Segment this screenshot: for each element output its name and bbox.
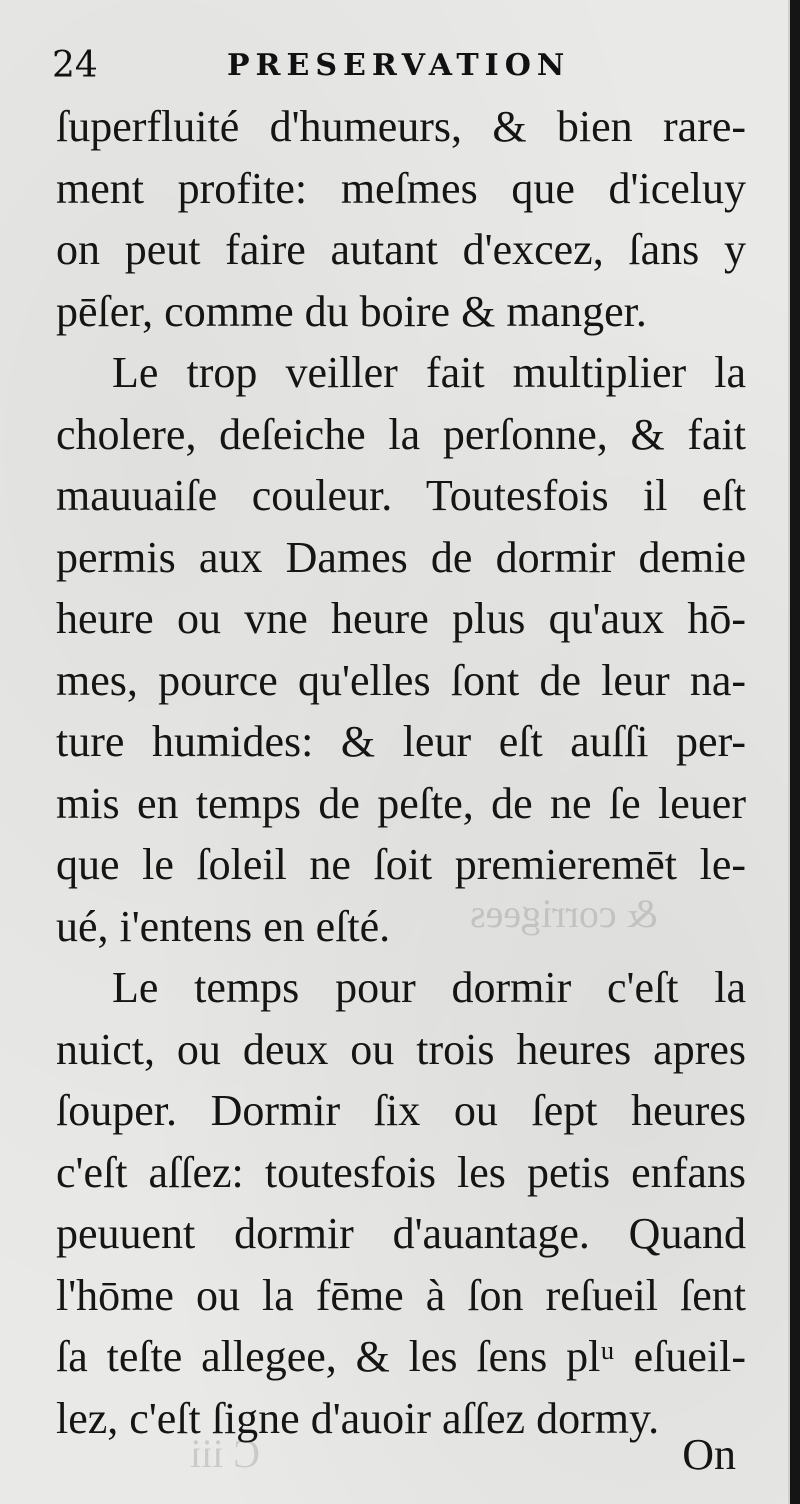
paragraph-start-line: Le trop veiller fait multiplier la (112, 348, 746, 397)
text-line: nuict, ou deux ou trois heures apres (56, 1024, 746, 1074)
body-text (56, 96, 746, 1449)
catchword: On (682, 1430, 736, 1479)
text-line: ſouper. Dormir ſix ou ſept heures (56, 1086, 746, 1135)
text-line: ſuperfluité d'humeurs, & bien rare- (56, 102, 746, 151)
text-line: peuuent dormir d'auantage. Quand (56, 1209, 746, 1258)
page-header (52, 40, 752, 92)
text-line: ué, i'entens en eſté. (56, 901, 391, 951)
text-line: ture humides: & leur eſt auſſi per- (56, 717, 746, 766)
text-line: que le ſoleil ne ſoit premieremēt le- (56, 840, 746, 889)
text-line: lez, c'eſt ſigne d'auoir aſſez dormy. (56, 1393, 660, 1443)
text-line: c'eſt aſſez: toutesfois les petis enfans (56, 1147, 746, 1197)
text-line: cholere, deſeiche la perſonne, & fait (56, 409, 746, 459)
page-number: 24 (52, 45, 98, 86)
running-title: PRESERVATION (227, 48, 571, 83)
text-line: mis en temps de peſte, de ne ſe leuer (56, 778, 746, 828)
show-through-text: C iii (190, 1431, 261, 1476)
text-line: on peut faire autant d'excez, ſans y (56, 225, 746, 274)
text-line: mauuaiſe couleur. Toutesfois il eſt (56, 471, 746, 520)
paragraph-start-line: Le temps pour dormir c'eſt la (112, 963, 746, 1012)
text-line: heure ou vne heure plus qu'aux hō- (56, 594, 746, 643)
text-line: ſa teſte allegee, & les ſens plᵘ eſueil- (56, 1332, 746, 1381)
show-through-text: & corrigees (470, 891, 658, 936)
text-line: l'hōme ou la fēme à ſon reſueil ſent (56, 1270, 746, 1320)
text-line: permis aux Dames de dormir demie (56, 532, 746, 582)
text-line: ment profite: meſmes que d'iceluy (56, 163, 746, 213)
page-edge-shadow (790, 0, 800, 1504)
text-line: pēſer, comme du boire & manger. (56, 286, 647, 336)
text-line: mes, pource qu'elles ſont de leur na- (56, 655, 746, 705)
